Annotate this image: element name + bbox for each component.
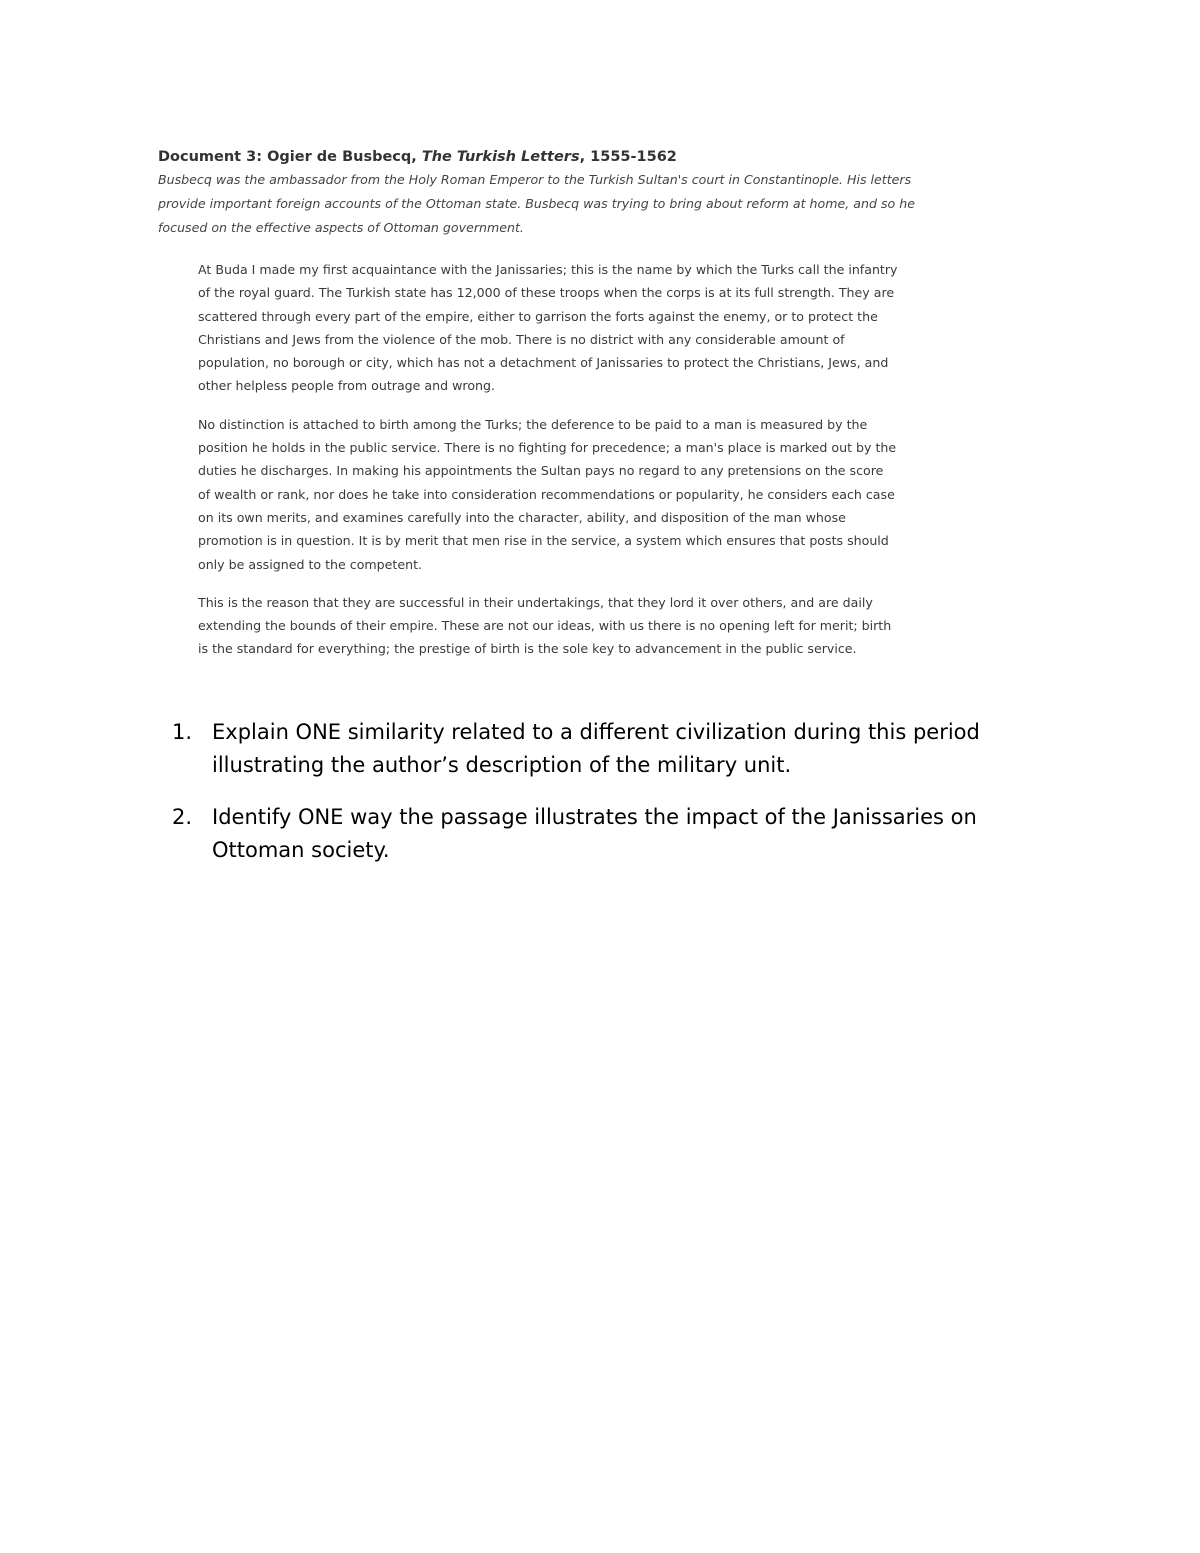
question-item: [172, 801, 1052, 867]
question-number: 1.: [172, 720, 193, 744]
passage-paragraph-2: No distinction is attached to birth among the Turks; the deference to be paid to a man is measured by the position he holds in the public service. There is no fighting for precedence; a man's place is marked out by the duties he discharges. In making his appointments the Sultan pays no regard to any pretensions on the score of wealth or rank, nor does he take into consideration recommendations or popularity, he considers each case on its own merits, and examines carefully into the character, ability, and disposition of the man whose promotion is in question. It is by merit that men rise in the service, a system which ensures that posts should only be assigned to the competent.: [198, 416, 897, 572]
document-intro: Busbecq was the ambassador from the Holy Roman Emperor to the Turkish Sultan's court in Constantinople. His letters provide important foreign accounts of the Ottoman state. Busbecq was trying to bring about reform at home, and so he focused on the effective aspects of Ottoman government.: [158, 172, 915, 235]
document-title-work: The Turkish Letters: [421, 149, 580, 165]
question-item: [172, 716, 1052, 782]
question-text: Identify ONE way the passage illustrates the impact of the Janissaries on Ottoman society.: [212, 805, 977, 862]
source-document-excerpt: [158, 146, 918, 676]
passage-paragraph-1: At Buda I made my first acquaintance with the Janissaries; this is the name by which the Turks call the infantry of the royal guard. The Turkish state has 12,000 of these troops when the corps is at its full strength. They are scattered through every part of the empire, either to garrison the forts against the enemy, or to protect the Christians and Jews from the violence of the mob. There is no district with any considerable amount of population, no borough or city, which has not a detachment of Janissaries to protect the Christians, Jews, and other helpless people from outrage and wrong.: [198, 262, 898, 394]
document-title-suffix: , 1555-1562: [579, 149, 677, 165]
question-number: 2.: [172, 805, 193, 829]
question-text: Explain ONE similarity related to a different civilization during this period illustrating the author’s description of the military unit.: [212, 720, 980, 777]
document-title-prefix: Document 3: Ogier de Busbecq,: [158, 149, 422, 165]
passage-paragraph-3: This is the reason that they are successful in their undertakings, that they lord it over others, and are daily extending the bounds of their empire. These are not our ideas, with us there is no opening left for merit; birth is the standard for everything; the prestige of birth is the sole key to advancement in the public service.: [198, 594, 892, 657]
document-title: [158, 146, 918, 168]
question-list: [172, 716, 1052, 886]
quoted-passage: [198, 258, 898, 661]
